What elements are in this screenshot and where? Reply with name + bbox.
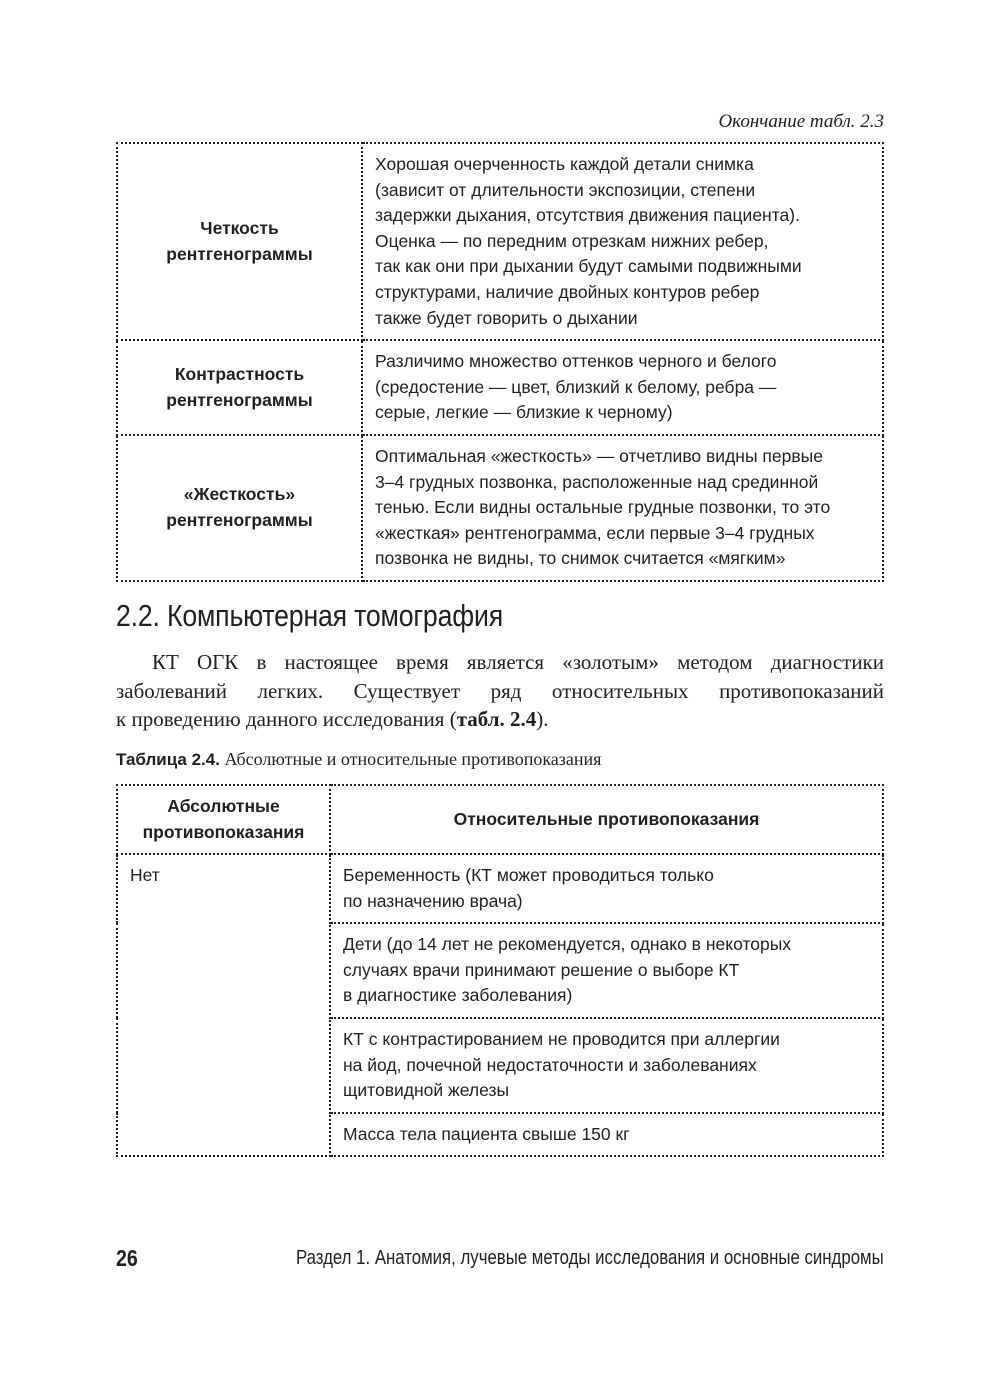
absolute-contraindication-cell: Нет (117, 854, 330, 1156)
table-row (117, 143, 883, 340)
body-paragraph (116, 648, 884, 734)
table-row (117, 435, 883, 581)
paragraph-line: КТ ОГК в настоящее время является «золотым» методом диагностики (152, 650, 884, 674)
running-title: Раздел 1. Анатомия, лучевые методы исследования и основные синдромы (296, 1247, 884, 1269)
relative-contraindication-cell: Беременность (КТ может проводиться только по назначению врача) (330, 854, 883, 923)
row-description: Хорошая очерченность каждой детали снимка (зависит от длительности экспозиции, степени задержки дыхания, отсутствия движения пациента). Оценка — по передним отрезкам нижних ребер, так как они при дыхании будут самыми подвижными структурами, наличие двойных контуров ребер также будет говорить о дыхании (362, 143, 883, 340)
table-2-3-continuation (116, 142, 884, 582)
column-header-relative: Относительные противопоказания (330, 785, 883, 854)
table-2-4 (116, 784, 884, 1157)
row-label: «Жесткость» рентгенограммы (117, 435, 362, 581)
relative-contraindication-cell: Дети (до 14 лет не рекомендуется, однако в некоторых случаях врачи принимают решение о выборе КТ в диагностике заболевания) (330, 923, 883, 1018)
table-caption-label: Таблица 2.4. (116, 750, 220, 769)
paragraph-line: к проведению данного исследования (табл. 2.4). (116, 707, 549, 731)
row-description: Различимо множество оттенков черного и белого (средостение — цвет, близкий к белому, ребра — серые, легкие — близкие к черному) (362, 340, 883, 435)
table-header-row (117, 785, 883, 854)
column-header-absolute: Абсолютные противопоказания (117, 785, 330, 854)
row-label: Контрастность рентгенограммы (117, 340, 362, 435)
table-row (117, 340, 883, 435)
table-continuation-caption: Окончание табл. 2.3 (718, 111, 884, 132)
relative-contraindication-cell: КТ с контрастированием не проводится при аллергии на йод, почечной недостаточности и заболеваниях щитовидной железы (330, 1018, 883, 1113)
row-label: Четкость рентгенограммы (117, 143, 362, 340)
table-row (117, 854, 883, 923)
row-description: Оптимальная «жесткость» — отчетливо видны первые 3–4 грудных позвонка, расположенные над срединной тенью. Если видны остальные грудные позвонки, то это «жесткая» рентгенограмма, если первые 3–4 грудных позвонка не видны, то снимок считается «мягким» (362, 435, 883, 581)
table-reference: табл. 2.4 (456, 707, 537, 731)
relative-contraindication-cell: Масса тела пациента свыше 150 кг (330, 1113, 883, 1157)
page-number: 26 (116, 1245, 138, 1271)
table-caption (116, 749, 601, 770)
table-caption-text: Абсолютные и относительные противопоказания (219, 749, 602, 769)
section-heading: 2.2. Компьютерная томография (116, 598, 503, 633)
paragraph-line: заболеваний легких. Существует ряд относительных противопоказаний (116, 678, 884, 703)
